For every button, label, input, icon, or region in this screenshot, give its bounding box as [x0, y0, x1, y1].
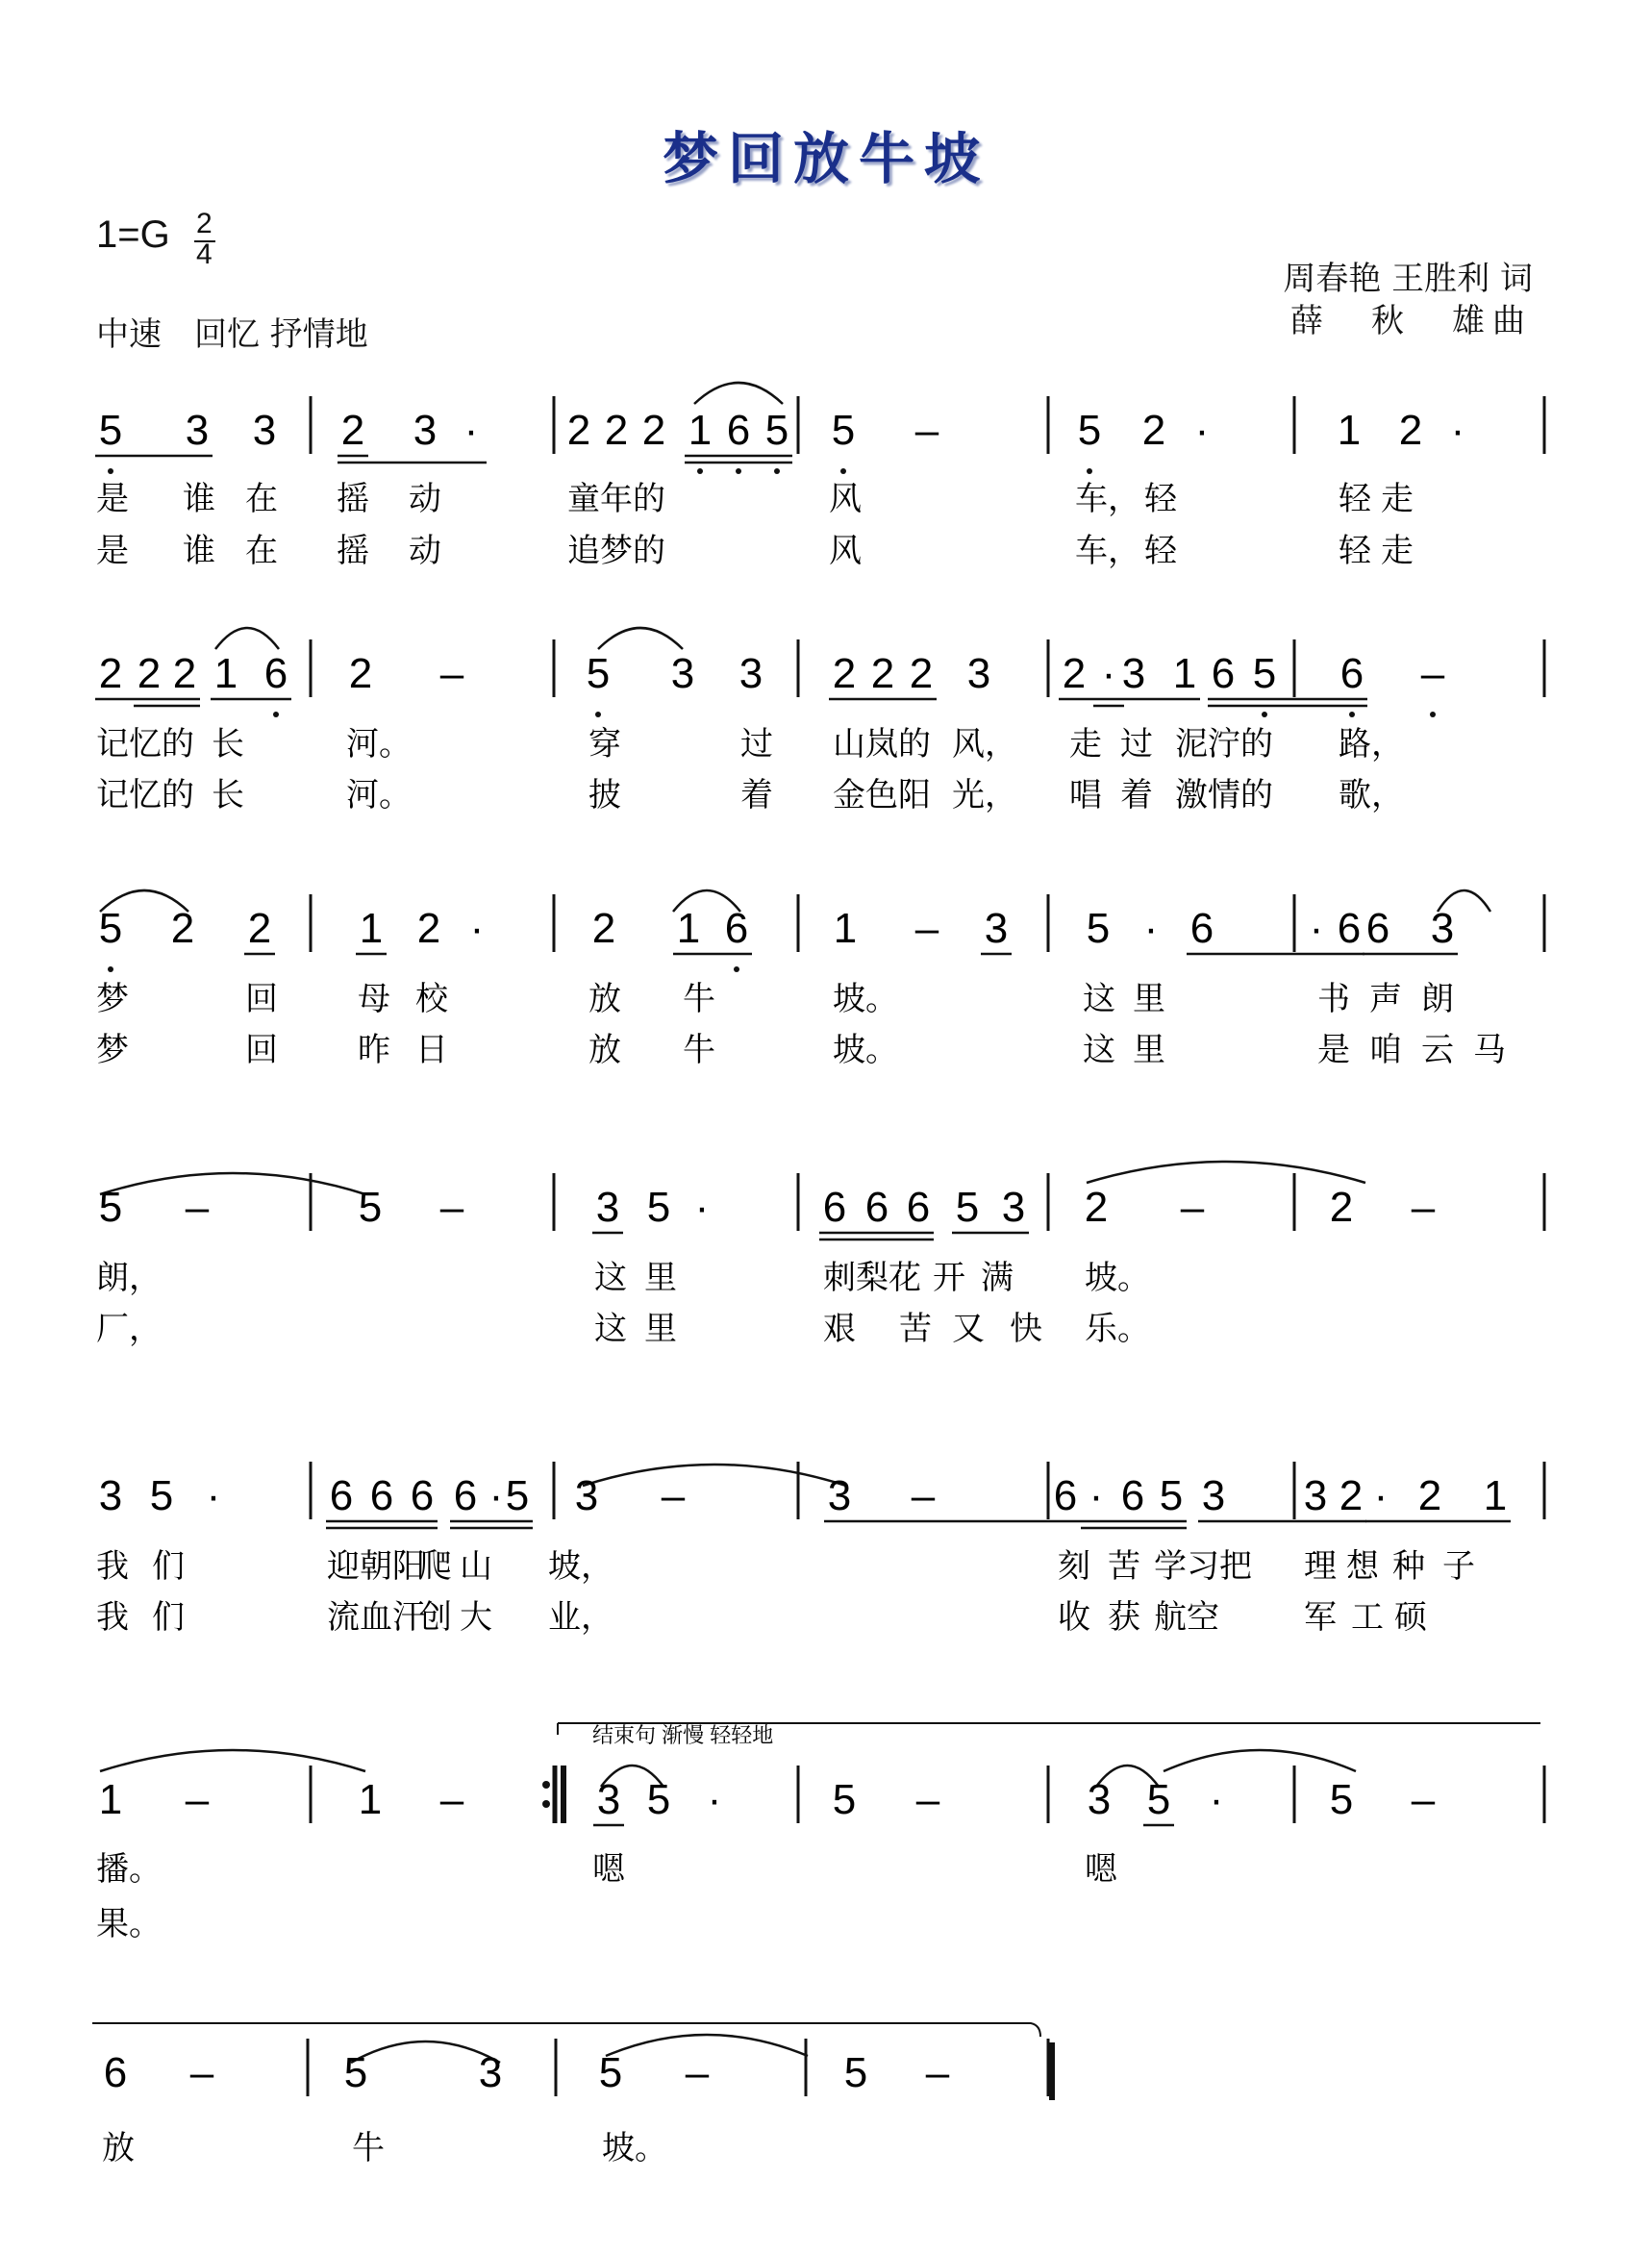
lyric-verse2: 这 — [594, 1311, 627, 1347]
note: 3 — [574, 1472, 599, 1519]
note: 5 — [955, 1184, 980, 1231]
lyric-verse2: 坡。 — [833, 1032, 898, 1068]
note: 3 — [98, 1472, 123, 1519]
note: – — [914, 407, 939, 454]
lyric-verse1: 回 — [245, 981, 278, 1017]
note: 5 — [843, 2049, 868, 2096]
lyric-verse1: 朗， — [96, 1260, 162, 1296]
lyric-verse1: 山岚的 — [833, 726, 931, 763]
note: 2 — [909, 650, 934, 697]
lyric-verse1: 母 — [358, 981, 390, 1017]
note: · — [1309, 905, 1324, 952]
lyric-verse2: 金色阳 — [833, 777, 931, 814]
lyric-verse2: 光， — [952, 777, 1017, 814]
lyric-verse1: 校 — [415, 981, 448, 1017]
note: 2 — [340, 407, 365, 454]
lyric-verse2: 云 — [1421, 1032, 1454, 1068]
lyric-verse1: 坡， — [548, 1548, 613, 1585]
note: 2 — [591, 905, 616, 952]
lyric-verse1: 河。 — [346, 726, 412, 763]
note: – — [661, 1472, 686, 1519]
note: 3 — [670, 650, 695, 697]
lyric-verse1: 朗 — [1421, 981, 1454, 1017]
beam-underlines — [95, 456, 1511, 1825]
note: 1 — [676, 905, 701, 952]
lyric-verse2: 车， — [1075, 533, 1140, 569]
lyric-verse1: 牛 — [683, 981, 715, 1017]
key-signature: 1=G — [96, 213, 170, 256]
note: 6 — [263, 650, 288, 697]
note: – — [911, 1472, 936, 1519]
note: – — [1180, 1184, 1205, 1231]
lyric-verse1: 风 — [829, 481, 862, 517]
note: 5 — [646, 1184, 671, 1231]
lyric-verse2: 乐。 — [1085, 1311, 1150, 1347]
note: 1 — [213, 650, 238, 697]
lyric-verse2: 业， — [548, 1599, 613, 1636]
lyric-verse2: 着 — [1120, 777, 1153, 814]
lyric-verse2: 艰 — [823, 1311, 856, 1347]
lyric-verse1: 过 — [740, 726, 773, 763]
note: 1 — [833, 905, 858, 952]
note: 6 — [726, 407, 751, 454]
lyric-verse1: 我 — [96, 1548, 129, 1585]
lyric-verse2: 工 — [1351, 1599, 1384, 1636]
note: – — [925, 2049, 950, 2096]
low-octave-dot — [108, 966, 113, 972]
lyric-verse2: 这 — [1083, 1032, 1115, 1068]
note: · — [463, 407, 479, 454]
lyric-verse1: 泥泞的 — [1175, 726, 1273, 763]
slur — [100, 1750, 365, 1771]
lyric-verse1: 刻 — [1058, 1548, 1090, 1585]
song-title: 梦回放牛坡 — [662, 126, 989, 191]
lyric-verse2: 是 — [1317, 1032, 1350, 1068]
time-signature-bottom: 4 — [196, 238, 213, 270]
lyric-verse1: 山 — [460, 1548, 492, 1585]
note: 6 — [1337, 905, 1362, 952]
lyric-verse2: 轻 — [1144, 533, 1177, 569]
lyric-verse2: 河。 — [346, 777, 412, 814]
note: – — [1411, 1184, 1436, 1231]
lyric-verse1: 轻 — [1144, 481, 1177, 517]
note: 3 — [984, 905, 1009, 952]
time-signature-top: 2 — [196, 208, 213, 239]
lyric-verse1: 长 — [212, 726, 244, 763]
note: 5 — [1086, 905, 1111, 952]
lyric-verse1: 摇 — [337, 481, 369, 517]
note: 5 — [98, 1184, 123, 1231]
note: – — [185, 1776, 210, 1823]
lyric-verse2: 日 — [415, 1032, 448, 1068]
note: 5 — [505, 1472, 530, 1519]
note: 6 — [1211, 650, 1236, 697]
low-octave-dot — [595, 712, 601, 717]
note: 6 — [453, 1472, 478, 1519]
note: – — [1411, 1776, 1436, 1823]
lyric-verse2: 是 — [96, 533, 129, 569]
lyric-verse2: 回 — [245, 1032, 278, 1068]
lyric-verse2: 获 — [1108, 1599, 1140, 1636]
low-octave-dot — [1087, 468, 1092, 474]
ending-marking: 结束句 渐慢 轻轻地 — [592, 1723, 774, 1747]
slur — [215, 628, 279, 649]
lyric-verse2: 马 — [1473, 1032, 1506, 1068]
lyric-verse1: 坡。 — [833, 981, 898, 1017]
slur — [351, 2041, 500, 2063]
note: 3 — [185, 407, 210, 454]
note: 6 — [822, 1184, 847, 1231]
note: – — [1420, 650, 1445, 697]
lyric-verse1: 学习把 — [1154, 1548, 1252, 1585]
lyric-verse1: 放 — [588, 981, 621, 1017]
lyric-verse1: 爬 — [419, 1548, 452, 1585]
repeat-dot — [542, 1800, 550, 1808]
lyric-verse2: 硕 — [1394, 1599, 1427, 1636]
low-octave-dot — [1430, 712, 1436, 717]
note: 6 — [864, 1184, 889, 1231]
lyric-verse2: 又 — [952, 1311, 985, 1347]
note: 3 — [827, 1472, 852, 1519]
note: – — [185, 1184, 210, 1231]
note: 3 — [1001, 1184, 1026, 1231]
lyric-verse2: 里 — [1133, 1032, 1165, 1068]
lyric-verse2: 里 — [644, 1311, 677, 1347]
lyric-verse1: 刺梨花 — [823, 1260, 921, 1296]
final-phrase-slur — [92, 2023, 1040, 2037]
note: – — [915, 1776, 940, 1823]
lyric-verse1: 们 — [152, 1548, 185, 1585]
note: 6 — [906, 1184, 931, 1231]
note: · — [1450, 407, 1465, 454]
note: 3 — [596, 1776, 621, 1823]
lyric-verse1: 童年的 — [567, 481, 665, 517]
note: 6 — [369, 1472, 394, 1519]
lyric-verse1: 记忆的 — [96, 726, 194, 763]
note: 5 — [1252, 650, 1277, 697]
lyric-verse1: 车， — [1075, 481, 1140, 517]
note: · — [694, 1184, 710, 1231]
note: – — [439, 650, 464, 697]
note: 6 — [1053, 1472, 1078, 1519]
lyric-verse1: 风， — [952, 726, 1017, 763]
note: 2 — [641, 407, 666, 454]
note: 2 — [1062, 650, 1087, 697]
lyric-verse1: 这 — [594, 1260, 627, 1296]
lyric-verse1: 动 — [409, 481, 441, 517]
lyric-verse2: 苦 — [899, 1311, 932, 1347]
composer-credit: 薛 秋 雄曲 — [1290, 302, 1533, 340]
low-octave-dot — [273, 712, 279, 717]
note: – — [685, 2049, 710, 2096]
slur — [694, 383, 783, 404]
note: 6 — [410, 1472, 435, 1519]
note: · — [1373, 1472, 1389, 1519]
lyric-verse1: 开 — [933, 1260, 965, 1296]
slur — [598, 628, 683, 649]
note: 5 — [343, 2049, 368, 2096]
note: 5 — [646, 1776, 671, 1823]
note: 3 — [1087, 1776, 1112, 1823]
note: 2 — [1398, 407, 1423, 454]
note: 6 — [1120, 1472, 1145, 1519]
note: – — [189, 2049, 214, 2096]
lyric-verse2: 唱 — [1069, 777, 1102, 814]
lyric-verse2: 在 — [245, 533, 278, 569]
note: 6 — [1339, 650, 1364, 697]
lyric-verse2: 咱 — [1369, 1032, 1402, 1068]
note: 1 — [98, 1776, 123, 1823]
low-octave-dot — [697, 468, 703, 474]
low-octave-dot — [108, 468, 113, 474]
lyric-verse1: 里 — [644, 1260, 677, 1296]
lyric-verse2: 着 — [740, 777, 773, 814]
note: 2 — [1329, 1184, 1354, 1231]
lyric-verse2: 大 — [460, 1599, 492, 1636]
lyric-verse2: 收 — [1058, 1599, 1090, 1636]
lyric-verse1: 播。 — [96, 1851, 162, 1888]
note: 2 — [348, 650, 373, 697]
note: 6 — [103, 2049, 128, 2096]
note: 2 — [172, 650, 197, 697]
low-octave-dot — [840, 468, 846, 474]
note: 5 — [764, 407, 789, 454]
lyric-verse1: 走 — [1381, 481, 1414, 517]
note: 5 — [1146, 1776, 1171, 1823]
lyric-verse1: 坡。 — [602, 2130, 667, 2166]
lyric-verse2: 果。 — [96, 1906, 162, 1942]
note: 2 — [1141, 407, 1166, 454]
lyric-verse2: 我 — [96, 1599, 129, 1636]
lyric-verse2: 走 — [1381, 533, 1414, 569]
lyric-verse2: 风 — [829, 533, 862, 569]
note: 3 — [1430, 905, 1455, 952]
note: 5 — [1077, 407, 1102, 454]
lyric-verse1: 想 — [1346, 1548, 1379, 1585]
lyric-verse1: 满 — [981, 1260, 1014, 1296]
lyric-verse1: 在 — [245, 481, 278, 517]
note: 2 — [170, 905, 195, 952]
lyric-verse2: 摇 — [337, 533, 369, 569]
lyric-verse1: 牛 — [352, 2130, 385, 2166]
note: 5 — [831, 407, 856, 454]
note: 2 — [1084, 1184, 1109, 1231]
lyric-verse1: 子 — [1442, 1548, 1475, 1585]
lyric-verse2: 牛 — [683, 1032, 715, 1068]
low-octave-dot — [1349, 712, 1355, 717]
octave-dots — [108, 468, 1436, 1808]
note: – — [914, 905, 939, 952]
note: 1 — [1172, 650, 1197, 697]
note: 3 — [966, 650, 991, 697]
note: · — [1209, 1776, 1224, 1823]
note: · — [469, 905, 485, 952]
lyric-verse2: 军 — [1304, 1599, 1337, 1636]
note: 2 — [416, 905, 441, 952]
lyric-verse1: 走 — [1069, 726, 1102, 763]
lyric-verse1: 嗯 — [592, 1851, 625, 1888]
low-octave-dot — [1262, 712, 1267, 717]
lyric-verse2: 航空 — [1154, 1599, 1219, 1636]
lyric-verse1: 路， — [1339, 726, 1404, 763]
lyric-verse1: 声 — [1369, 981, 1402, 1017]
note: · — [1089, 1472, 1104, 1519]
lyric-verse1: 过 — [1120, 726, 1153, 763]
note: · — [707, 1776, 722, 1823]
lyric-verse2: 长 — [212, 777, 244, 814]
lyric-verse1: 迎朝阳 — [327, 1548, 425, 1585]
note: 2 — [137, 650, 162, 697]
note: 1 — [1483, 1472, 1508, 1519]
note: 2 — [832, 650, 857, 697]
lyric-verse1: 书 — [1317, 981, 1350, 1017]
lyric-verse1: 放 — [102, 2130, 135, 2166]
lyric-verse1: 这 — [1083, 981, 1115, 1017]
note: 3 — [595, 1184, 620, 1231]
note: · — [1143, 905, 1159, 952]
lyric-verse1: 理 — [1304, 1548, 1337, 1585]
low-octave-dot — [736, 468, 741, 474]
note: 2 — [98, 650, 123, 697]
lyric-verse1: 谁 — [183, 481, 215, 517]
note: 1 — [358, 1776, 383, 1823]
note: 6 — [329, 1472, 354, 1519]
note: 3 — [252, 407, 277, 454]
note: 5 — [358, 1184, 383, 1231]
note: 5 — [832, 1776, 857, 1823]
lyric-verse2: 放 — [588, 1032, 621, 1068]
lyric-verse2: 厂， — [96, 1311, 162, 1347]
note: · — [206, 1472, 221, 1519]
note: 2 — [870, 650, 895, 697]
note: 5 — [1159, 1472, 1184, 1519]
lyric-verse1: 种 — [1392, 1548, 1425, 1585]
note: 5 — [98, 407, 123, 454]
lyric-verse1: 嗯 — [1085, 1851, 1117, 1888]
lyric-verse2: 们 — [152, 1599, 185, 1636]
lyric-verse2: 流血汗 — [327, 1599, 425, 1636]
lyric-verse2: 追梦的 — [567, 533, 665, 569]
lyric-verse1: 轻 — [1339, 481, 1371, 517]
note: · — [1101, 650, 1116, 697]
low-octave-dot — [774, 468, 780, 474]
lyric-verse2: 梦 — [96, 1032, 129, 1068]
lyric-verse2: 创 — [419, 1599, 452, 1636]
note: · — [488, 1472, 504, 1519]
lyric-verse1: 梦 — [96, 981, 129, 1017]
note: 5 — [149, 1472, 174, 1519]
slur — [1087, 1162, 1365, 1183]
lyric-verse2: 激情的 — [1175, 777, 1273, 814]
note: 5 — [98, 905, 123, 952]
lyrics-layer — [96, 481, 1506, 2166]
note: 1 — [688, 407, 713, 454]
note: 3 — [738, 650, 763, 697]
note: 2 — [1339, 1472, 1364, 1519]
note: 3 — [1201, 1472, 1226, 1519]
note: 1 — [1337, 407, 1362, 454]
note: 2 — [604, 407, 629, 454]
lyricist-credit: 周春艳 王胜利 词 — [1283, 260, 1533, 298]
slur — [100, 1173, 365, 1194]
lyric-verse2: 歌， — [1339, 777, 1404, 814]
lyric-verse2: 快 — [1010, 1311, 1042, 1347]
note: 6 — [1365, 905, 1390, 952]
note: – — [439, 1184, 464, 1231]
note: 5 — [586, 650, 611, 697]
note: 1 — [359, 905, 384, 952]
note: 5 — [1329, 1776, 1354, 1823]
note: · — [1194, 407, 1210, 454]
lyric-verse2: 轻 — [1339, 533, 1371, 569]
low-octave-dot — [734, 966, 739, 972]
lyric-verse2: 昨 — [358, 1032, 390, 1068]
note: 3 — [413, 407, 438, 454]
slurs-and-ties — [100, 383, 1490, 2063]
note: 3 — [1121, 650, 1146, 697]
note: 6 — [724, 905, 749, 952]
lyric-verse2: 动 — [409, 533, 441, 569]
note: 3 — [478, 2049, 503, 2096]
note: 6 — [1189, 905, 1214, 952]
slur — [583, 1465, 846, 1486]
lyric-verse2: 披 — [588, 777, 621, 814]
note: 2 — [566, 407, 591, 454]
lyric-verse2: 谁 — [183, 533, 215, 569]
lyric-verse1: 穿 — [588, 726, 621, 763]
lyric-verse1: 是 — [96, 481, 129, 517]
note: – — [439, 1776, 464, 1823]
lyric-verse1: 里 — [1133, 981, 1165, 1017]
lyric-verse1: 坡。 — [1085, 1260, 1150, 1296]
tempo-marking: 中速 回忆 抒情地 — [96, 315, 368, 354]
note: 2 — [1417, 1472, 1442, 1519]
note: 3 — [1303, 1472, 1328, 1519]
lyric-verse2: 记忆的 — [96, 777, 194, 814]
note: 2 — [247, 905, 272, 952]
note: 5 — [598, 2049, 623, 2096]
lyric-verse1: 苦 — [1108, 1548, 1140, 1585]
repeat-dot — [542, 1781, 550, 1789]
slur — [1164, 1750, 1356, 1771]
